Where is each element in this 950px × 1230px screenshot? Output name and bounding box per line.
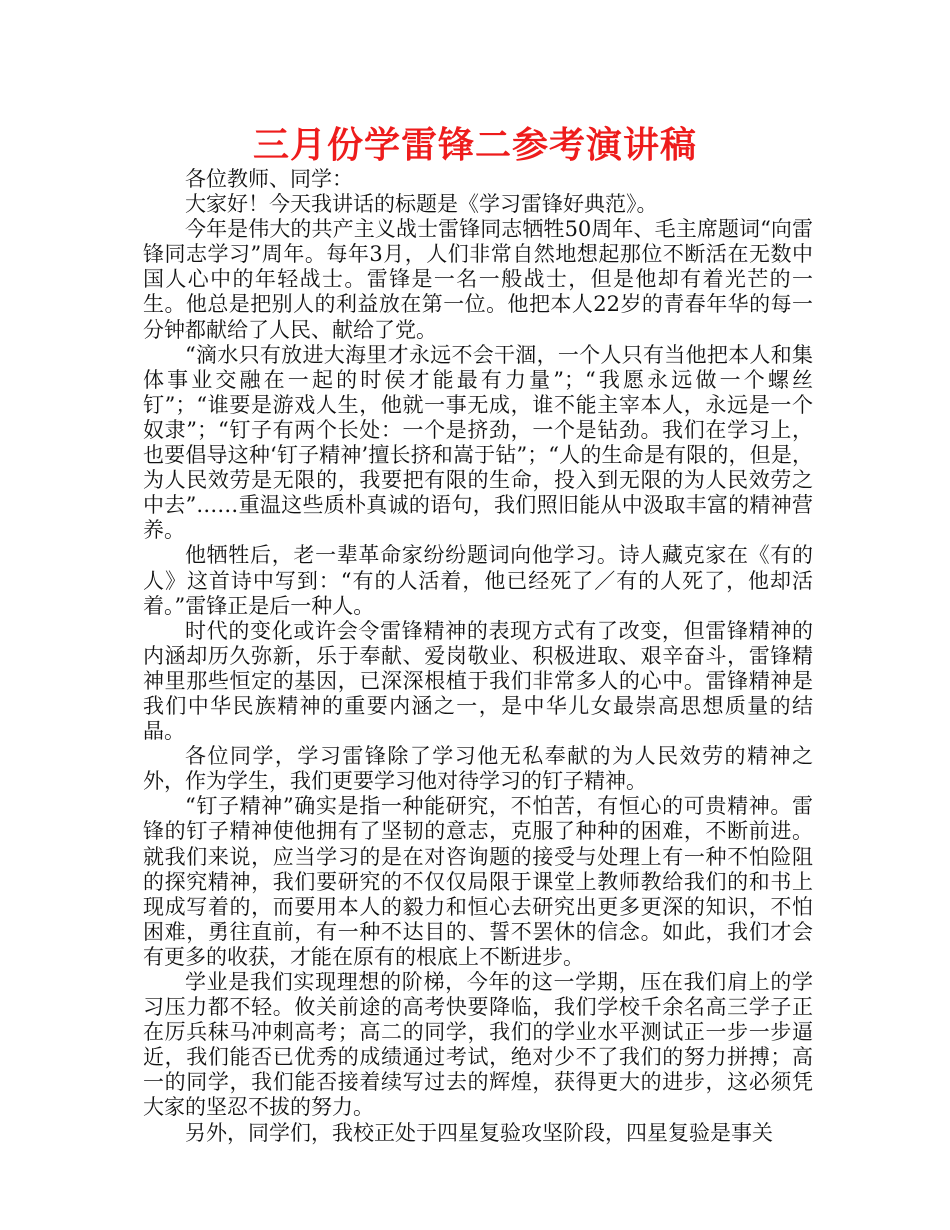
paragraph-anniversary: 今年是伟大的共产主义战士雷锋同志牺牲50周年、毛主席题词“向雷锋同志学习”周年。每年3月，人们非常自然地想起那位不断活在无数中国人心中的年轻战士。雷锋是一名一般战士，但是他却有着光芒的一生。他总是把别人的利益放在第一位。他把本人22岁的青春年华的每一分钟都献给了人民、献给了党。 (143, 217, 813, 342)
paragraph-studies: 学业是我们实现理想的阶梯，今年的这一学期，压在我们肩上的学习压力都不轻。攸关前途的高考快要降临，我们学校千余名高三学子正在厉兵秣马冲刺高考；高二的同学，我们的学业水平测试正一步一步逼近，我们能否已优秀的成绩通过考试，绝对少不了我们的努力拼搏；高一的同学，我们能否接着续写过去的辉煌，获得更大的进步，这必须凭大家的坚忍不拔的努力。 (143, 970, 813, 1120)
paragraph-poem: 他牺牲后，老一辈革命家纷纷题词向他学习。诗人藏克家在《有的人》这首诗中写到：“有的人活着，他已经死了／有的人死了，他却活着。”雷锋正是后一种人。 (143, 543, 813, 618)
paragraph-spirit: 时代的变化或许会令雷锋精神的表现方式有了改变，但雷锋精神的内涵却历久弥新，乐于奉献、爱岗敬业、积极进取、艰辛奋斗，雷锋精神里那些恒定的基因，已深深根植于我们非常多人的心中。雷锋精神是我们中华民族精神的重要内涵之一，是中华儿女最崇高思想质量的结晶。 (143, 618, 813, 744)
paragraph-greeting: 各位教师、同学： (185, 167, 353, 191)
paragraph-nail-spirit: “钉子精神”确实是指一种能研究，不怕苦，有恒心的可贵精神。雷锋的钉子精神使他拥有了坚韧的意志，克服了种种的困难，不断前进。就我们来说，应当学习的是在对咨询题的接受与处理上有一种不怕险阻的探究精神，我们要研究的不仅仅局限于课堂上教师教给我们的和书上现成写着的，而要用本人的毅力和恒心去研究出更多更深的知识，不怕困难，勇往直前，有一种不达目的、誓不罢休的信念。如此，我们才会有更多的收获，才能在原有的根底上不断进步。 (143, 794, 813, 969)
page-title: 三月份学雷锋二参考演讲稿 (252, 125, 697, 166)
paragraph-students: 各位同学，学习雷锋除了学习他无私奉献的为人民效劳的精神之外，作为学生，我们更要学习他对待学习的钉子精神。 (143, 744, 813, 794)
paragraph-quotes: “滴水只有放进大海里才永远不会干涸，一个人只有当他把本人和集体事业交融在一起的时侯才能最有力量”；“我愿永远做一个螺丝钉”；“谁要是游戏人生，他就一事无成，谁不能主宰本人，永远是一个奴隶”；“钉子有两个长处：一个是挤劲，一个是钻劲。我们在学习上，也要倡导这种‘钉子精神’擅长挤和嵩于钻”；“人的生命是有限的，但是，为人民效劳是无限的，我要把有限的生命，投入到无限的为人民效劳之中去”……重温这些质朴真诚的语句，我们照旧能从中汲取丰富的精神营养。 (143, 342, 813, 543)
paragraph-opening: 大家好！今天我讲话的标题是《学习雷锋好典范》。 (185, 192, 658, 217)
paragraph-closing: 另外，同学们，我校正处于四星复验攻坚阶段，四星复验是事关 (185, 1120, 773, 1145)
speech-body (143, 167, 813, 1146)
